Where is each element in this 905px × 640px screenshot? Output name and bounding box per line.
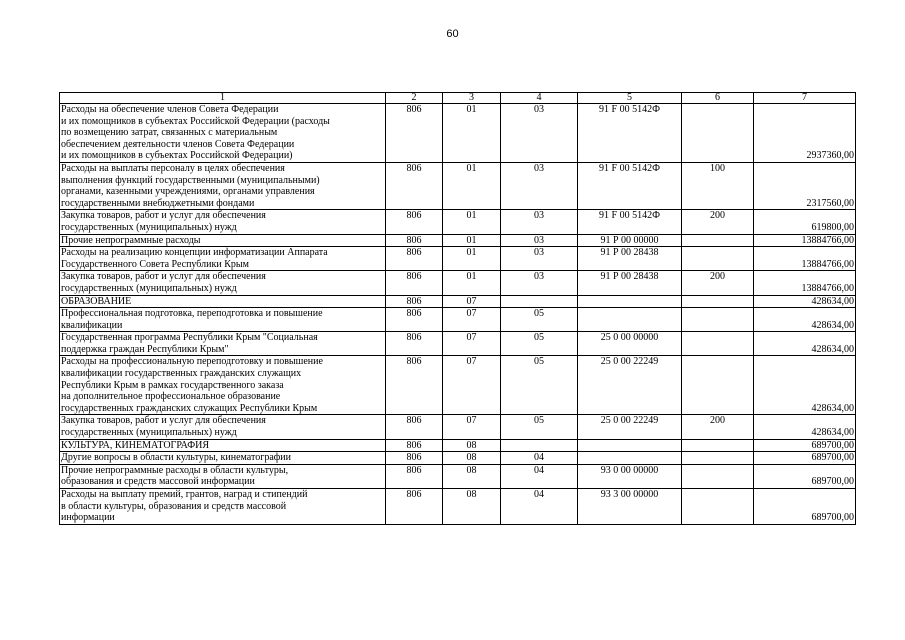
table-row <box>60 489 856 525</box>
row-code-3: 08 <box>443 452 501 465</box>
row-code-2: 806 <box>386 332 443 356</box>
row-code-4: 03 <box>501 210 578 234</box>
row-code-2: 806 <box>386 295 443 308</box>
table-row <box>60 247 856 271</box>
row-code-4: 03 <box>501 234 578 247</box>
row-name: Расходы на профессиональную переподготовку и повышение квалификации государственных гражданских служащих Республики Крым в рамках государственного заказа на дополнительное профессиональное образование государственных гражданских служащих Республики Крым <box>60 356 386 415</box>
row-code-2: 806 <box>386 308 443 332</box>
table-row <box>60 210 856 234</box>
row-code-5: 91 F 00 5142Ф <box>578 162 682 209</box>
row-amount: 619800,00 <box>754 210 856 234</box>
row-code-3: 07 <box>443 332 501 356</box>
row-code-6 <box>682 489 754 525</box>
row-code-6 <box>682 247 754 271</box>
row-name: Другие вопросы в области культуры, кинематографии <box>60 452 386 465</box>
row-code-3: 01 <box>443 234 501 247</box>
row-code-2: 806 <box>386 452 443 465</box>
column-header: 7 <box>754 93 856 104</box>
row-name: Закупка товаров, работ и услуг для обеспечения государственных (муниципальных) нужд <box>60 415 386 439</box>
row-amount: 13884766,00 <box>754 234 856 247</box>
row-code-3: 01 <box>443 210 501 234</box>
column-header: 6 <box>682 93 754 104</box>
row-amount: 689700,00 <box>754 489 856 525</box>
row-amount: 428634,00 <box>754 415 856 439</box>
column-header: 1 <box>60 93 386 104</box>
row-name: КУЛЬТУРА, КИНЕМАТОГРАФИЯ <box>60 439 386 452</box>
row-code-3: 08 <box>443 464 501 488</box>
row-code-3: 07 <box>443 415 501 439</box>
row-code-3: 01 <box>443 104 501 163</box>
row-name: Закупка товаров, работ и услуг для обеспечения государственных (муниципальных) нужд <box>60 210 386 234</box>
row-code-6 <box>682 295 754 308</box>
column-header: 2 <box>386 93 443 104</box>
table-row <box>60 308 856 332</box>
row-code-5: 25 0 00 00000 <box>578 332 682 356</box>
column-header: 5 <box>578 93 682 104</box>
row-code-5: 93 3 00 00000 <box>578 489 682 525</box>
table-row <box>60 464 856 488</box>
row-code-3: 08 <box>443 489 501 525</box>
row-code-4: 03 <box>501 271 578 295</box>
table-row <box>60 295 856 308</box>
table-row <box>60 415 856 439</box>
row-code-6 <box>682 452 754 465</box>
row-code-6 <box>682 464 754 488</box>
row-code-4: 05 <box>501 415 578 439</box>
row-code-2: 806 <box>386 489 443 525</box>
row-code-4: 03 <box>501 104 578 163</box>
table-row <box>60 162 856 209</box>
row-amount: 689700,00 <box>754 464 856 488</box>
table-row <box>60 356 856 415</box>
row-code-6 <box>682 356 754 415</box>
row-code-6: 200 <box>682 210 754 234</box>
row-amount: 428634,00 <box>754 295 856 308</box>
row-code-4 <box>501 295 578 308</box>
row-code-4: 05 <box>501 308 578 332</box>
row-code-6 <box>682 234 754 247</box>
row-code-3: 07 <box>443 356 501 415</box>
row-code-6 <box>682 332 754 356</box>
column-header: 4 <box>501 93 578 104</box>
row-amount: 428634,00 <box>754 332 856 356</box>
table-row <box>60 271 856 295</box>
row-code-5 <box>578 439 682 452</box>
row-code-5: 25 0 00 22249 <box>578 415 682 439</box>
row-code-2: 806 <box>386 162 443 209</box>
row-amount: 13884766,00 <box>754 247 856 271</box>
row-code-4: 04 <box>501 452 578 465</box>
row-code-6: 100 <box>682 162 754 209</box>
row-name: Прочие непрограммные расходы в области культуры, образования и средств массовой информации <box>60 464 386 488</box>
row-amount: 689700,00 <box>754 439 856 452</box>
row-code-2: 806 <box>386 104 443 163</box>
row-code-5: 91 F 00 5142Ф <box>578 210 682 234</box>
row-amount: 2317560,00 <box>754 162 856 209</box>
row-amount: 689700,00 <box>754 452 856 465</box>
row-name: Расходы на обеспечение членов Совета Федерации и их помощников в субъектах Российской Федерации (расходы по возмещению затрат, связанных с материальным обеспечением деятельности членов Совета Федерации и их помощников в субъектах Российской Федерации) <box>60 104 386 163</box>
row-amount: 428634,00 <box>754 356 856 415</box>
row-code-4: 03 <box>501 162 578 209</box>
row-code-5 <box>578 452 682 465</box>
row-code-6 <box>682 104 754 163</box>
row-code-3: 07 <box>443 308 501 332</box>
row-code-5 <box>578 308 682 332</box>
column-header: 3 <box>443 93 501 104</box>
table-header-row <box>60 93 856 104</box>
row-code-5: 91 Р 00 28438 <box>578 247 682 271</box>
row-name: Расходы на выплаты персоналу в целях обеспечения выполнения функций государственными (муниципальными) органами, казенными учреждениями, органами управления государственными внебюджетными фондами <box>60 162 386 209</box>
row-code-4: 05 <box>501 332 578 356</box>
row-name: Расходы на реализацию концепции информатизации Аппарата Государственного Совета Республики Крым <box>60 247 386 271</box>
row-code-5: 91 F 00 5142Ф <box>578 104 682 163</box>
row-code-2: 806 <box>386 415 443 439</box>
row-name: Закупка товаров, работ и услуг для обеспечения государственных (муниципальных) нужд <box>60 271 386 295</box>
row-amount: 13884766,00 <box>754 271 856 295</box>
row-code-2: 806 <box>386 271 443 295</box>
table-row <box>60 332 856 356</box>
row-code-6: 200 <box>682 271 754 295</box>
row-code-5: 91 Р 00 28438 <box>578 271 682 295</box>
row-code-2: 806 <box>386 247 443 271</box>
row-code-5: 25 0 00 22249 <box>578 356 682 415</box>
row-code-5: 93 0 00 00000 <box>578 464 682 488</box>
table-row <box>60 452 856 465</box>
row-name: Прочие непрограммные расходы <box>60 234 386 247</box>
row-code-3: 08 <box>443 439 501 452</box>
row-code-2: 806 <box>386 464 443 488</box>
row-code-2: 806 <box>386 234 443 247</box>
row-amount: 428634,00 <box>754 308 856 332</box>
row-code-6 <box>682 308 754 332</box>
row-name: Государственная программа Республики Крым "Социальная поддержка граждан Республики Крым" <box>60 332 386 356</box>
row-code-3: 01 <box>443 271 501 295</box>
row-name: Расходы на выплату премий, грантов, наград и стипендий в области культуры, образования и средств массовой информации <box>60 489 386 525</box>
row-code-4: 05 <box>501 356 578 415</box>
row-code-2: 806 <box>386 210 443 234</box>
row-code-4 <box>501 439 578 452</box>
row-code-4: 04 <box>501 489 578 525</box>
row-code-2: 806 <box>386 356 443 415</box>
row-code-6 <box>682 439 754 452</box>
row-code-5 <box>578 295 682 308</box>
table-row <box>60 234 856 247</box>
row-name: ОБРАЗОВАНИЕ <box>60 295 386 308</box>
row-name: Профессиональная подготовка, переподготовка и повышение квалификации <box>60 308 386 332</box>
row-code-3: 07 <box>443 295 501 308</box>
row-amount: 2937360,00 <box>754 104 856 163</box>
row-code-5: 91 Р 00 00000 <box>578 234 682 247</box>
budget-table <box>59 92 856 525</box>
row-code-3: 01 <box>443 247 501 271</box>
row-code-4: 04 <box>501 464 578 488</box>
row-code-3: 01 <box>443 162 501 209</box>
row-code-4: 03 <box>501 247 578 271</box>
row-code-2: 806 <box>386 439 443 452</box>
row-code-6: 200 <box>682 415 754 439</box>
table-row <box>60 439 856 452</box>
table-row <box>60 104 856 163</box>
page-number: 60 <box>446 28 459 40</box>
